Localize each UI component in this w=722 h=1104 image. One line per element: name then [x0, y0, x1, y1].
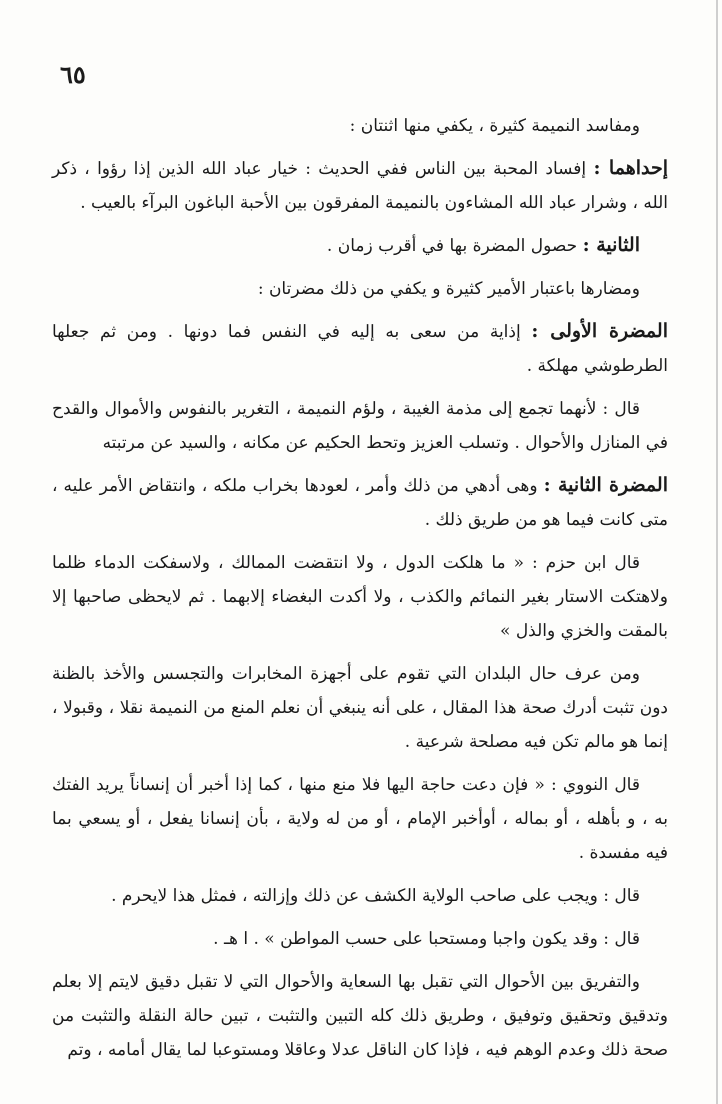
paragraph-quote-tartushi: [52, 391, 668, 460]
paragraph-first-harm: [52, 151, 668, 220]
paragraph-text: ومن عرف حال البلدان التي تقوم على أجهزة المخابرات والتجسس والأخذ بالظنة دون تثبت أدرك صحة هذا المقال ، على أنه ينبغي أن نعلم المنع من النميمة نقلا ، وقبولا ، إنما هو مالم تكن فيه مصلحة شرعية .: [52, 664, 668, 752]
paragraph-text: إفساد المحبة بين الناس ففي الحديث : خيار عباد الله الذين إذا رؤوا ، ذكر الله ، وشرار عباد الله المشاءون بالنميمة المفرقون بين الأحبة الباغون البرآء بالعيب .: [52, 159, 668, 213]
paragraph-lead: المضرة الأولى :: [531, 320, 668, 342]
paragraph-lead: الثانية :: [582, 234, 640, 256]
paragraph-text: قال ابن حزم : « ما هلكت الدول ، ولا انتقضت الممالك ، ولاسفكت الدماء ظلما ولاهتكت الاستار بغير النمائم والكذب ، ولا أكدت البغضاء إلابهما . ثم لايحظى صاحبها إلا بالمقت والخزي والذل »: [52, 553, 668, 641]
paragraph-text: قال النووي : « فإن دعت حاجة اليها فلا منع منها ، كما إذا أخبر أن إنساناً يريد الفتك به ، و بأهله ، أو بماله ، أوأخبر الإمام ، أو من له ولاية ، بأن إنسانا يفعل ، أو يسعي بما فيه مفسدة .: [52, 775, 668, 863]
paragraph-text: قال : لأنهما تجمع إلى مذمة الغيبة ، ولؤم النميمة ، التغرير بالنفوس والأموال والقدح في المنازل والأحوال . وتسلب العزيز وتحط الحكيم عن مكانه ، والسيد عن مرتبته: [52, 399, 668, 453]
paragraph-intelligence: [52, 656, 668, 759]
page-body: [52, 108, 668, 1075]
paragraph-distinction: [52, 964, 668, 1067]
paragraph-text: والتفريق بين الأحوال التي تقبل بها السعاية والأحوال التي لا تقبل دقيق لايتم إلا بعلم وتدقيق وتحقيق وتوفيق ، وطريق ذلك كله التبين والتثبت ، تبين حالة النقلة والتثبت من صحة ذلك وعدم الوهم فيه ، فإذا كان الناقل عدلا وعاقلا ومستوعبا لما يقال أمامه ، وتم: [52, 972, 668, 1060]
paragraph-quote-ibn-hazm: [52, 545, 668, 648]
paragraph-nawawi-obligation: [52, 878, 668, 913]
paragraph-text: قال : وقد يكون واجبا ومستحبا على حسب المواطن » . ا هـ .: [213, 929, 640, 949]
paragraph-prince-harms: [52, 271, 668, 306]
paragraph-lead: إحداهما :: [593, 157, 668, 179]
paragraph-text: إذاية من سعى به إليه في النفس فما دونها . ومن ثم جعلها الطرطوشي مهلكة .: [52, 322, 668, 376]
paragraph-lead: المضرة الثانية :: [543, 474, 668, 496]
paragraph-intro: [52, 108, 668, 143]
paragraph-quote-nawawi: [52, 767, 668, 870]
page-number: ٦٥: [60, 60, 86, 89]
paragraph-text: قال : ويجب على صاحب الولاية الكشف عن ذلك وإزالته ، فمثل هذا لايحرم .: [111, 886, 640, 906]
paragraph-second-harm: [52, 228, 668, 263]
paragraph-text: وهى أدهي من ذلك وأمر ، لعودها بخراب ملكه ، وانتقاض الأمر عليه ، متى كانت فيما هو من طريق ذلك .: [52, 476, 668, 530]
paragraph-second-damage: [52, 468, 668, 537]
page-edge: [716, 0, 718, 1104]
paragraph-nawawi-conclusion: [52, 921, 668, 956]
paragraph-text: حصول المضرة بها في أقرب زمان .: [326, 236, 583, 256]
paragraph-first-damage: [52, 314, 668, 383]
paragraph-text: ومفاسد النميمة كثيرة ، يكفي منها اثنتان :: [349, 116, 640, 136]
paragraph-text: ومضارها باعتبار الأمير كثيرة و يكفي من ذلك مضرتان :: [257, 279, 640, 299]
